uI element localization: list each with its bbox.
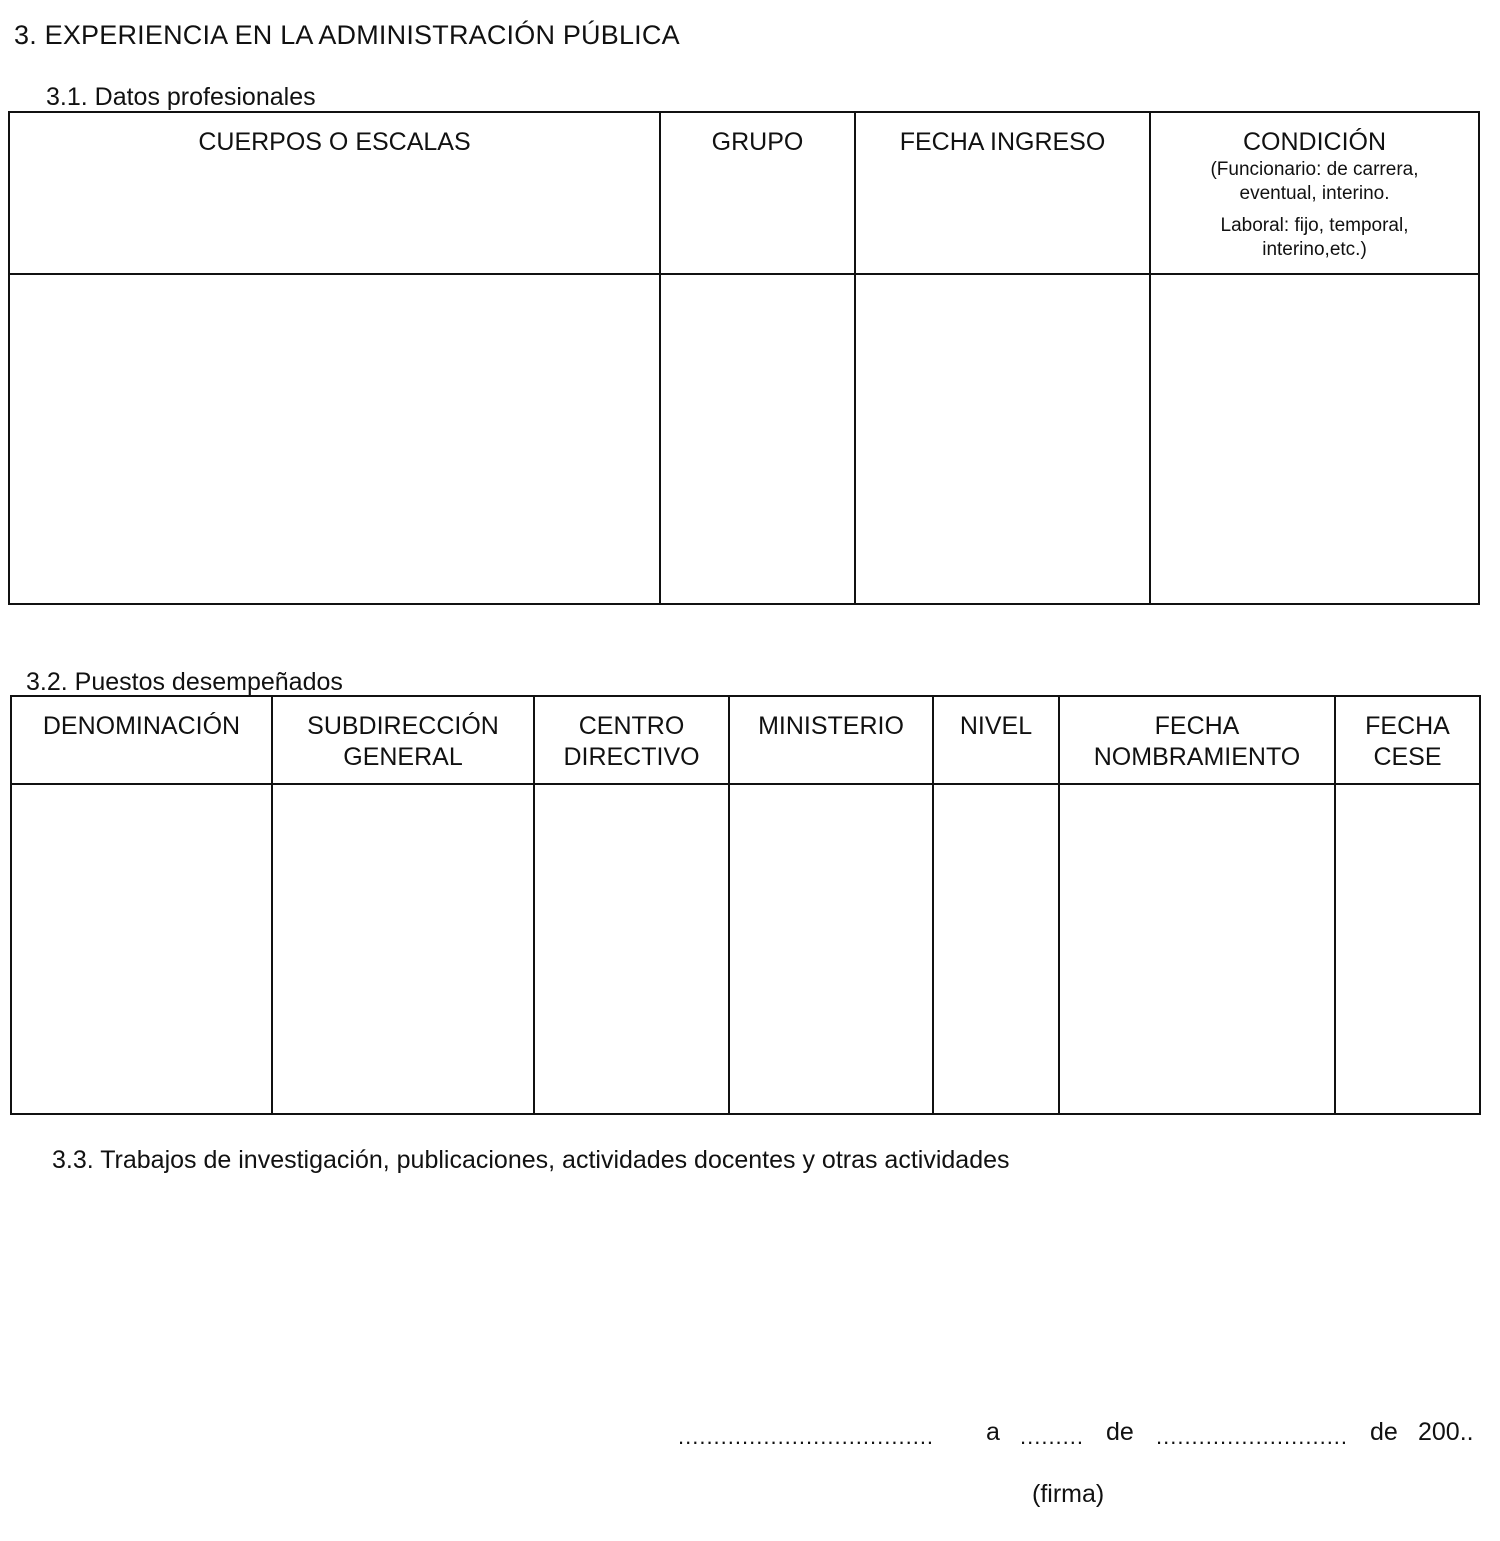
header-condicion: CONDICIÓN (Funcionario: de carrera, eventual, interino. Laboral: fijo, temporal, interino,etc.) [1150,112,1479,274]
datos-profesionales-title: 3.1. Datos profesionales [46,83,316,111]
datos-profesionales-entry-row [9,274,1479,604]
condicion-note-1: (Funcionario: de carrera, [1210,159,1419,180]
fecha-nombramiento-cell[interactable] [1059,784,1335,1114]
puestos-table [10,695,1481,1115]
puestos-entry-row [11,784,1480,1114]
header-denominacion: DENOMINACIÓN [11,696,272,784]
datos-profesionales-table [8,111,1480,605]
cuerpos-escalas-cell[interactable] [9,274,660,604]
firma-label: (firma) [1032,1480,1105,1508]
fecha-ingreso-cell[interactable] [855,274,1150,604]
month-blank[interactable]: ........................... [1156,1424,1349,1449]
header-fecha-ingreso: FECHA INGRESO [855,112,1150,274]
day-blank[interactable]: ......... [1020,1424,1085,1449]
header-fecha-nombramiento: FECHA NOMBRAMIENTO [1059,696,1335,784]
datos-profesionales-header-row [9,112,1479,274]
year-text: 200.. [1418,1418,1474,1446]
header-grupo: GRUPO [660,112,855,274]
signature-date-line [678,1418,1483,1454]
word-a: a [986,1418,1000,1446]
header-nivel: NIVEL [933,696,1059,784]
condicion-cell[interactable] [1150,274,1479,604]
header-ministerio: MINISTERIO [729,696,933,784]
word-de-2: de [1370,1418,1398,1446]
puestos-title: 3.2. Puestos desempeñados [26,668,343,696]
trabajos-title: 3.3. Trabajos de investigación, publicaciones, actividades docentes y otras actividades [52,1146,1010,1174]
puestos-header-row [11,696,1480,784]
header-fecha-cese: FECHA CESE [1335,696,1480,784]
denominacion-cell[interactable] [11,784,272,1114]
condicion-note-4: interino,etc.) [1262,239,1367,260]
grupo-cell[interactable] [660,274,855,604]
condicion-note-2: eventual, interino. [1239,183,1390,204]
place-blank[interactable]: .................................... [678,1424,935,1449]
condicion-note-3: Laboral: fijo, temporal, [1220,215,1409,236]
word-de-1: de [1106,1418,1134,1446]
centro-directivo-cell[interactable] [534,784,729,1114]
header-centro-directivo: CENTRO DIRECTIVO [534,696,729,784]
ministerio-cell[interactable] [729,784,933,1114]
header-cuerpos-escalas: CUERPOS O ESCALAS [9,112,660,274]
subdireccion-general-cell[interactable] [272,784,534,1114]
fecha-cese-cell[interactable] [1335,784,1480,1114]
nivel-cell[interactable] [933,784,1059,1114]
header-subdireccion-general: SUBDIRECCIÓN GENERAL [272,696,534,784]
section-title: 3. EXPERIENCIA EN LA ADMINISTRACIÓN PÚBLICA [14,20,680,50]
